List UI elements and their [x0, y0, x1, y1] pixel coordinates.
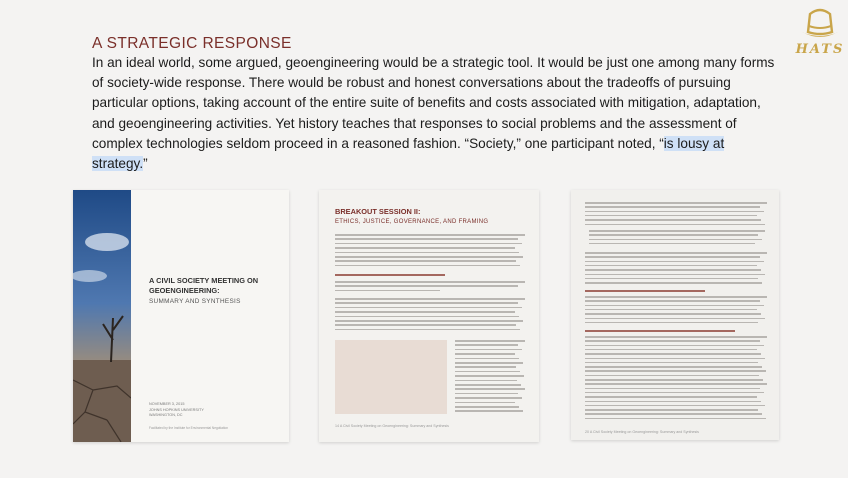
text-line	[335, 252, 519, 254]
text-line	[335, 260, 516, 262]
text-line	[585, 211, 764, 213]
text-line	[585, 256, 760, 258]
page-number: 14	[335, 424, 339, 428]
text-line	[585, 296, 767, 298]
text-line	[335, 274, 445, 276]
breakout-title: BREAKOUT SESSION II:	[335, 207, 421, 216]
text-line	[589, 230, 765, 232]
highlighted-text[interactable]: is lousy at strategy.	[92, 135, 725, 172]
text-line	[585, 278, 758, 280]
text-line	[585, 396, 757, 398]
text-line	[335, 238, 518, 240]
text-line	[585, 388, 760, 390]
cover-city: WASHINGTON, DC	[149, 413, 183, 417]
text-line	[335, 247, 515, 249]
text-line	[585, 392, 764, 394]
text-line	[455, 344, 518, 346]
text-line	[335, 307, 522, 309]
breakout-subtitle: ETHICS, JUSTICE, GOVERNANCE, AND FRAMING	[335, 219, 489, 225]
text-line	[335, 298, 525, 300]
text-line	[585, 330, 735, 332]
text-line	[585, 300, 760, 302]
text-line	[585, 269, 761, 271]
text-line	[585, 379, 763, 381]
text-line	[585, 313, 761, 315]
text-line	[335, 324, 516, 326]
slide-heading: A STRATEGIC RESPONSE	[92, 35, 292, 52]
text-line	[455, 406, 519, 408]
text-line	[585, 370, 766, 372]
text-line	[335, 290, 440, 292]
text-line	[455, 349, 522, 351]
hats-logo	[793, 2, 847, 64]
text-line	[455, 371, 520, 373]
footer-text: A Civil Society Meeting on Geoengineering: Summary and Synthesis	[589, 430, 699, 434]
text-line	[585, 265, 757, 267]
text-line	[335, 320, 523, 322]
text-line	[455, 384, 521, 386]
footer-text: A Civil Society Meeting on Geoengineering: Summary and Synthesis	[339, 424, 449, 428]
slide-paragraph	[92, 53, 782, 174]
text-line	[455, 388, 525, 390]
text-line	[335, 329, 520, 331]
text-line	[589, 243, 755, 245]
text-page-footer	[585, 430, 699, 434]
hat-icon	[793, 2, 847, 42]
text-line	[585, 318, 765, 320]
text-line	[455, 353, 515, 355]
text-line	[455, 366, 516, 368]
text-line	[585, 282, 762, 284]
text-line	[585, 383, 767, 385]
text-line	[585, 375, 759, 377]
text-line	[335, 265, 520, 267]
text-line	[589, 239, 762, 241]
text-line	[585, 290, 705, 292]
text-line	[585, 219, 761, 221]
text-line	[335, 256, 523, 258]
page-number: 20	[585, 430, 589, 434]
text-line	[585, 305, 764, 307]
paragraph-text: In an ideal world, some argued, geoengineering would be a strategic tool. It would be just one among many forms of society-wide response. There would be robust and honest conversations about the tradeoffs of pursuing particular options, taking account of the entire suite of benefits and costs associated with mitigation, adaptation, and geoengineering activities. Yet history teaches that responses to social problems and the assessment of complex technologies seldom proceed in a reasoned fashion. “Society,” one participant noted, “	[92, 55, 775, 151]
text-line	[585, 358, 765, 360]
text-line	[455, 402, 515, 404]
logo-text: HATS	[795, 42, 845, 57]
text-line	[585, 418, 766, 420]
report-cover-page	[73, 190, 289, 442]
text-line	[455, 375, 524, 377]
text-line	[585, 224, 765, 226]
text-line	[585, 215, 757, 217]
text-line	[335, 281, 525, 283]
text-line	[335, 285, 518, 287]
cover-date: NOVEMBER 3, 2015	[149, 402, 185, 406]
paragraph-end: ”	[143, 156, 148, 172]
text-line	[335, 234, 525, 236]
text-line	[455, 362, 523, 364]
text-line	[585, 261, 764, 263]
text-line	[585, 340, 760, 342]
text-line	[585, 336, 767, 338]
breakout-page-footer	[335, 424, 449, 428]
text-line	[335, 316, 519, 318]
cover-meta	[149, 402, 204, 419]
text-line	[585, 405, 765, 407]
text-line	[585, 206, 760, 208]
report-page-breakout	[319, 190, 539, 442]
text-line	[589, 234, 758, 236]
text-line	[585, 362, 758, 364]
text-line	[455, 340, 525, 342]
text-line	[455, 397, 522, 399]
text-line	[585, 366, 762, 368]
text-line	[455, 380, 517, 382]
text-line	[585, 401, 761, 403]
text-line	[585, 274, 765, 276]
text-line	[335, 243, 522, 245]
cover-subtitle: SUMMARY AND SYNTHESIS	[149, 298, 241, 305]
text-line	[585, 252, 767, 254]
text-line	[585, 309, 757, 311]
cover-title: A CIVIL SOCIETY MEETING ON GEOENGINEERING:	[149, 276, 259, 295]
text-line	[585, 349, 757, 351]
text-line	[585, 409, 758, 411]
pull-quote-box	[335, 340, 447, 414]
report-page-text	[571, 190, 779, 440]
cover-photo	[73, 190, 131, 442]
text-line	[585, 322, 758, 324]
text-line	[455, 410, 523, 412]
text-line	[455, 358, 519, 360]
text-line	[585, 202, 767, 204]
text-line	[335, 311, 515, 313]
cover-venue: JOHNS HOPKINS UNIVERSITY	[149, 407, 204, 412]
cover-footer: Facilitated by the Institute for Environmental Negotiation	[149, 426, 229, 430]
text-line	[455, 393, 518, 395]
text-line	[585, 345, 764, 347]
text-line	[585, 353, 761, 355]
text-line	[585, 413, 762, 415]
text-line	[335, 302, 518, 304]
